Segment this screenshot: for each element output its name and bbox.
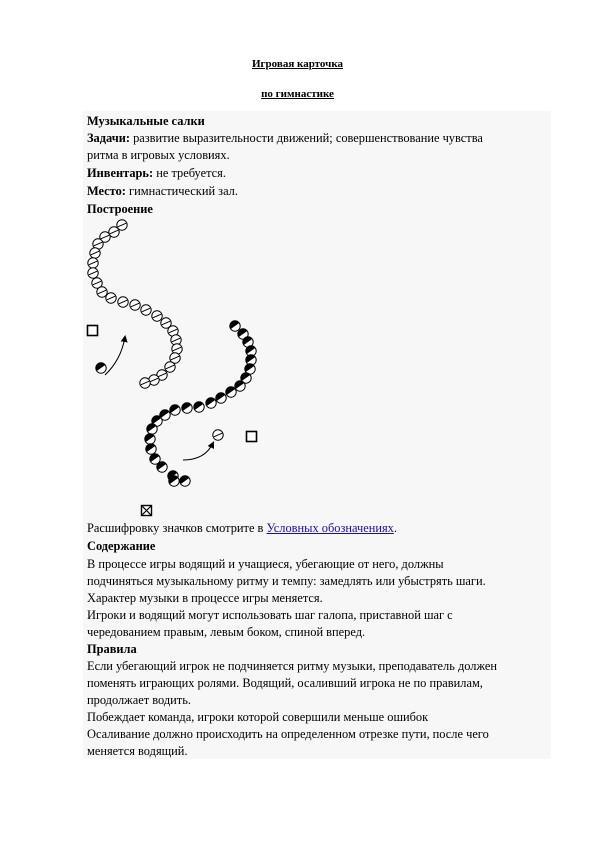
content-line: В процессе игры водящий и учащиеся, убегающие от него, должны bbox=[87, 557, 444, 571]
equipment-label: Инвентарь: bbox=[87, 166, 154, 180]
player-half-filled-icon bbox=[178, 474, 190, 486]
player-half-filled-icon bbox=[228, 319, 240, 331]
player-striped-icon bbox=[213, 430, 223, 440]
square-marker-icon bbox=[88, 326, 98, 336]
square-marker-icon bbox=[247, 432, 257, 442]
place-label: Место: bbox=[87, 184, 126, 198]
page-title: Игровая карточка bbox=[251, 58, 344, 70]
legend-line bbox=[87, 520, 397, 537]
content-heading: Содержание bbox=[87, 539, 156, 553]
equipment-line bbox=[87, 165, 226, 182]
legend-link[interactable]: Условных обозначениях bbox=[266, 521, 394, 535]
legend-prefix: Расшифровку значков смотрите в bbox=[87, 521, 267, 535]
rules-line: Побеждает команда, игроки которой совершили меньше ошибок bbox=[87, 710, 429, 724]
tasks-line-2: ритма в игровых условиях. bbox=[87, 148, 230, 162]
game-name: Музыкальные салки bbox=[87, 114, 205, 128]
place-line bbox=[87, 183, 238, 200]
tasks-line-1 bbox=[87, 130, 483, 147]
player-striped-icon bbox=[118, 297, 128, 307]
legend-suffix: . bbox=[393, 521, 397, 535]
content-line: подчиняться музыкальному ритму и темпу: замедлять или убыстрять шаги. bbox=[87, 574, 486, 588]
rules-line: меняется водящий. bbox=[87, 744, 188, 758]
player-striped-icon bbox=[88, 268, 98, 278]
place-value: гимнастический зал. bbox=[125, 184, 238, 198]
content-line: чередованием правым, левым боком, спиной вперед. bbox=[87, 625, 366, 639]
player-striped-icon bbox=[130, 300, 140, 310]
player-striped-icon bbox=[165, 362, 175, 372]
formation-diagram bbox=[83, 215, 313, 520]
player-striped-icon bbox=[140, 378, 150, 388]
player-striped-icon bbox=[97, 287, 107, 297]
player-striped-icon bbox=[88, 258, 98, 268]
tasks-label: Задачи: bbox=[87, 131, 130, 145]
player-half-filled-icon bbox=[192, 400, 204, 412]
crossed-square-marker-icon bbox=[142, 506, 152, 516]
player-half-filled-icon bbox=[144, 442, 156, 454]
rules-line: продолжает водить. bbox=[87, 693, 191, 707]
player-half-filled-icon bbox=[180, 401, 192, 413]
content-line: Характер музыки в процессе игры меняется. bbox=[87, 591, 323, 605]
page-subtitle: по гимнастике bbox=[261, 88, 334, 100]
formation-heading: Построение bbox=[87, 202, 153, 216]
equipment-value: не требуется. bbox=[153, 166, 226, 180]
content-line: Игроки и водящий могут использовать шаг галопа, приставной шаг с bbox=[87, 608, 453, 622]
player-striped-icon bbox=[106, 293, 116, 303]
player-striped-icon bbox=[152, 311, 162, 321]
tasks-text-1: развитие выразительности движений; совершенствование чувства bbox=[129, 131, 483, 145]
player-striped-icon bbox=[141, 305, 151, 315]
curved-arrow-icon bbox=[105, 337, 125, 375]
player-striped-icon bbox=[90, 248, 100, 258]
rules-line: Осаливание должно происходить на определенном отрезке пути, после чего bbox=[87, 727, 489, 741]
rules-line: Если убегающий игрок не подчиняется ритму музыки, преподаватель должен bbox=[87, 659, 498, 673]
player-half-filled-icon bbox=[204, 396, 216, 408]
rules-line: поменять играющих ролями. Водящий, осаливший игрока не по правилам, bbox=[87, 676, 483, 690]
rules-heading: Правила bbox=[87, 642, 137, 656]
player-half-filled-icon bbox=[94, 361, 106, 373]
curved-arrow-icon bbox=[183, 443, 213, 460]
